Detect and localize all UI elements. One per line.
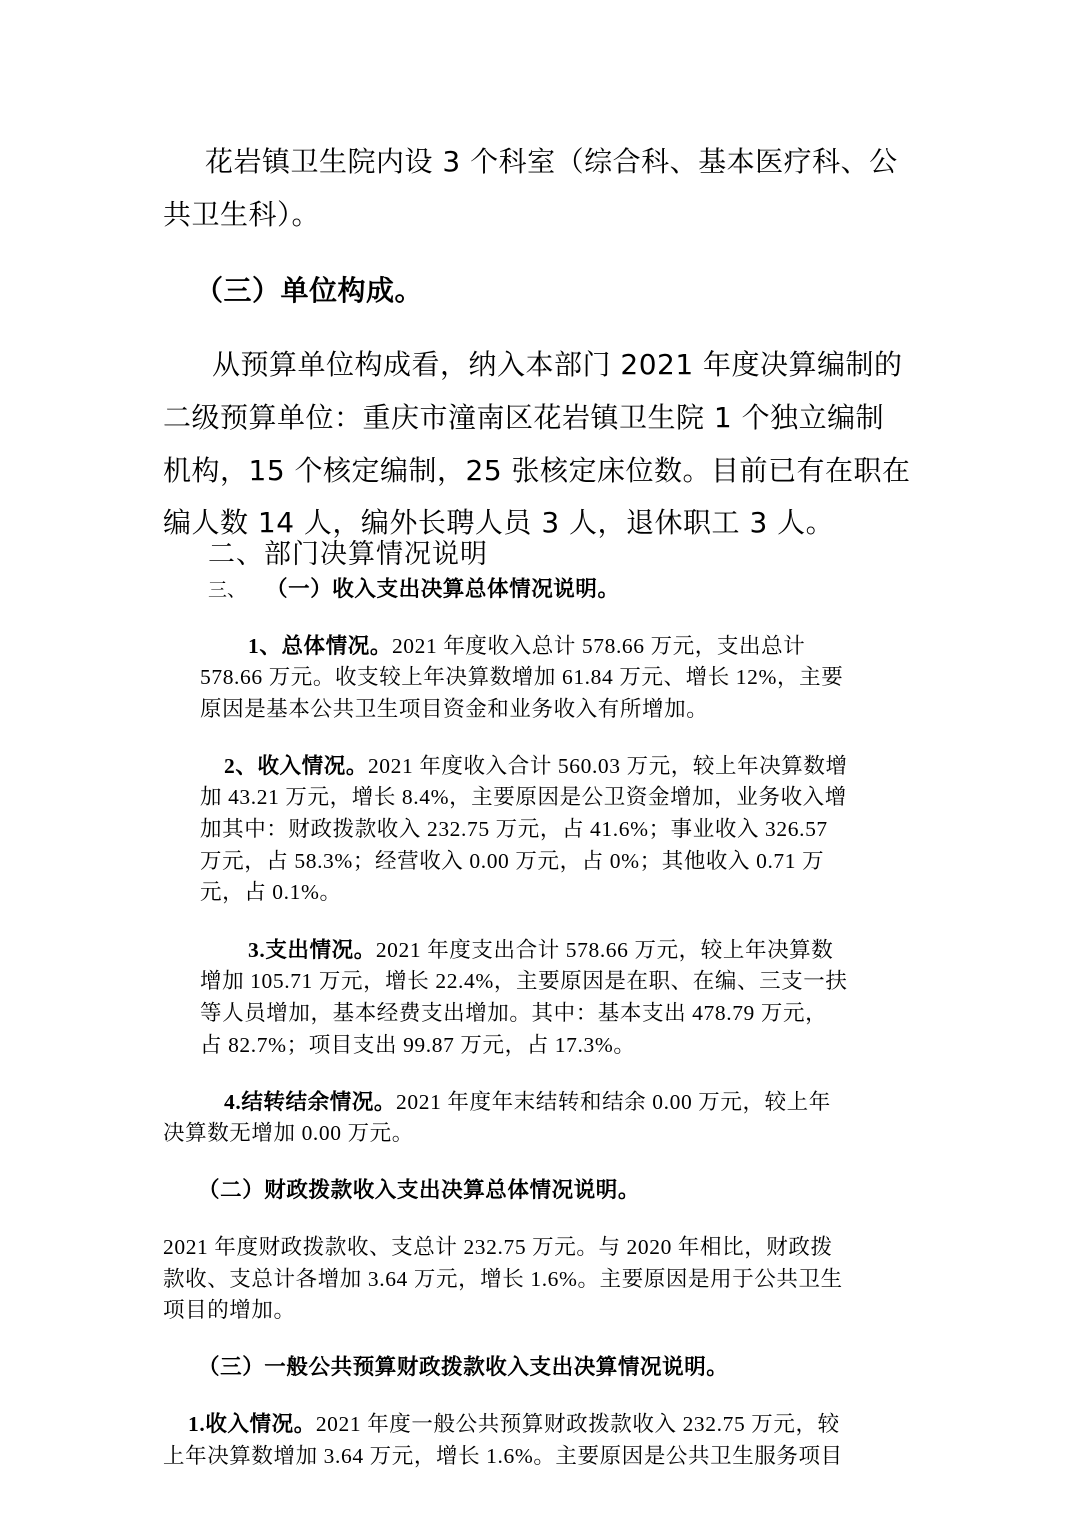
paragraph-departments-line-1: 花岩镇卫生院内设 3 个科室（综合科、基本医疗科、公 [205, 145, 898, 178]
paragraph-overall-text-1: 2021 年度收入总计 578.66 万元，支出总计 [391, 634, 806, 658]
heading-income-expense-overview-text: （一）收入支出决算总体情况说明。 [266, 577, 620, 601]
paragraph-overall-lead: 1、总体情况。 [248, 634, 392, 658]
paragraph-expense-line-2: 增加 105.71 万元，增长 22.4%，主要原因是在职、在编、三支一扶 [200, 969, 848, 993]
paragraph-general-income-text-1: 2021 年度一般公共预算财政拨款收入 232.75 万元，较 [315, 1412, 840, 1436]
heading-unit-composition: （三）单位构成。 [195, 274, 424, 307]
paragraph-fiscal-line-3: 项目的增加。 [163, 1298, 296, 1322]
paragraph-departments-line-2: 共卫生科）。 [163, 198, 321, 231]
paragraph-expense-line-1 [248, 935, 833, 966]
paragraph-composition-line-2: 二级预算单位：重庆市潼南区花岩镇卫生院 1 个独立编制 [163, 401, 885, 434]
paragraph-general-income-line-2: 上年决算数增加 3.64 万元，增长 1.6%。主要原因是公共卫生服务项目 [163, 1444, 843, 1468]
paragraph-expense-line-4: 占 82.7%；项目支出 99.87 万元，占 17.3%。 [200, 1033, 636, 1057]
paragraph-composition-line-1: 从预算单位构成看，纳入本部门 2021 年度决算编制的 [212, 348, 903, 381]
heading-general-public-budget: （三）一般公共预算财政拨款收入支出决算情况说明。 [198, 1355, 729, 1379]
heading-income-expense-overview [208, 574, 620, 606]
paragraph-general-income-lead: 1.收入情况。 [188, 1412, 316, 1436]
paragraph-overall-line-3: 原因是基本公共卫生项目资金和业务收入有所增加。 [200, 697, 709, 721]
heading-fiscal-appropriation-overview: （二）财政拨款收入支出决算总体情况说明。 [198, 1178, 641, 1202]
paragraph-expense-line-3: 等人员增加，基本经费支出增加。其中：基本支出 478.79 万元， [200, 1001, 828, 1025]
paragraph-overall-line-2: 578.66 万元。收支较上年决算数增加 61.84 万元、增长 12%，主要 [200, 665, 844, 689]
paragraph-expense-text-1: 2021 年度支出合计 578.66 万元，较上年决算数 [375, 938, 834, 962]
heading-final-accounts: 二、部门决算情况说明 [208, 539, 488, 570]
paragraph-composition-line-4: 编人数 14 人，编外长聘人员 3 人，退休职工 3 人。 [163, 506, 835, 539]
paragraph-composition-line-3: 机构，15 个核定编制，25 张核定床位数。目前已有在职在 [163, 454, 911, 487]
paragraph-carryover-text-1: 2021 年度年末结转和结余 0.00 万元，较上年 [396, 1090, 831, 1114]
paragraph-carryover-lead: 4.结转结余情况。 [224, 1090, 397, 1114]
paragraph-general-income-line-1 [188, 1409, 840, 1440]
paragraph-income-line-2: 加 43.21 万元，增长 8.4%，主要原因是公卫资金增加，业务收入增 [200, 785, 847, 809]
paragraph-income-line-3: 加其中：财政拨款收入 232.75 万元，占 41.6%；事业收入 326.57 [200, 817, 828, 841]
paragraph-overall-line-1 [248, 631, 805, 662]
paragraph-income-line-5: 元，占 0.1%。 [200, 880, 342, 904]
paragraph-fiscal-line-1: 2021 年度财政拨款收、支总计 232.75 万元。与 2020 年相比，财政拨 [163, 1235, 833, 1259]
paragraph-fiscal-line-2: 款收、支总计各增加 3.64 万元，增长 1.6%。主要原因是用于公共卫生 [163, 1267, 843, 1291]
paragraph-expense-lead: 3.支出情况。 [248, 938, 376, 962]
paragraph-income-line-1 [224, 751, 848, 782]
paragraph-income-line-4: 万元，占 58.3%；经营收入 0.00 万元，占 0%；其他收入 0.71 万 [200, 849, 825, 873]
paragraph-income-text-1: 2021 年度收入合计 560.03 万元，较上年决算数增 [367, 754, 848, 778]
paragraph-income-lead: 2、收入情况。 [224, 754, 368, 778]
paragraph-carryover-line-1 [224, 1087, 831, 1118]
paragraph-carryover-line-2: 决算数无增加 0.00 万元。 [163, 1121, 414, 1145]
list-number: 三、 [208, 580, 247, 601]
